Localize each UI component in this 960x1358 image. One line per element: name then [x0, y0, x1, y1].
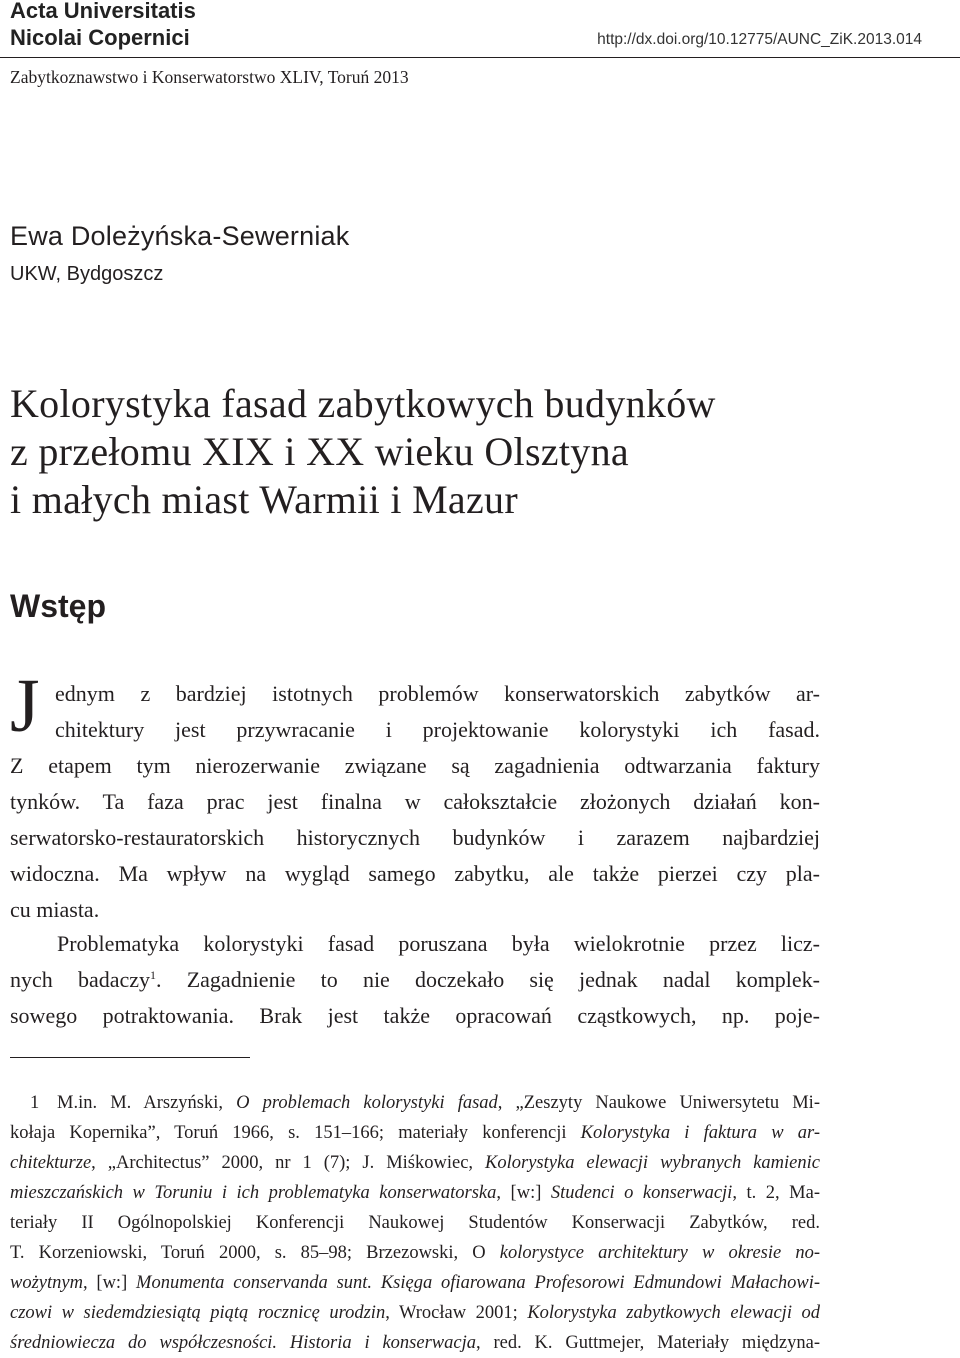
- footnote-text: , t. 2, Ma-: [732, 1183, 820, 1203]
- paragraph-line: sowego potraktowania. Brak jest także opracowań cząstkowych, np. poje-: [10, 1003, 820, 1028]
- paragraph-line: serwatorsko-restauratorskich historycznych budynków i zarazem najbardziej: [10, 825, 820, 850]
- drop-cap: J: [10, 664, 40, 748]
- footnote-ref[interactable]: 1: [150, 968, 157, 982]
- footnote-italic: Kolorystyka zabytkowych elewacji od: [527, 1303, 820, 1323]
- footnote-number: 1: [30, 1093, 40, 1113]
- footnote-text: M.in. M. Arszyński,: [57, 1093, 237, 1113]
- footnote-line: teriały II Ogólnopolskiej Konferencji Naukowej Studentów Konserwacji Zabytków, red.: [10, 1213, 820, 1233]
- title-line-3: i małych miast Warmii i Mazur: [10, 477, 518, 522]
- paragraph-line: tynków. Ta faza prac jest finalna w całokształcie złożonych działań kon-: [10, 789, 820, 814]
- paragraph-text: . Zagadnienie to nie doczekało się jednak nadal komplek-: [156, 967, 821, 992]
- footnote-text: T. Korzeniowski, Toruń 2000, s. 85–98; Brzezowski, O: [10, 1243, 500, 1263]
- paragraph-line: chitektury jest przywracanie i projektowanie kolorystyki ich fasad.: [55, 717, 820, 742]
- footnote-line: [10, 1178, 820, 1208]
- footnote-italic: Kolorystyka i faktura w ar-: [580, 1123, 820, 1143]
- paragraph-1: [10, 676, 820, 928]
- footnote-italic: Monumenta conservanda sunt. Księga ofiarowana Profesorowi Edmundowi Małachowi-: [136, 1273, 820, 1293]
- footnote-text: kołaja Kopernika”, Toruń 1966, s. 151–166; materiały konferencji: [10, 1123, 581, 1143]
- footnote-line: [10, 1118, 820, 1148]
- journal-name-line-1: Acta Universitatis: [10, 0, 196, 23]
- footnote-italic: O problemach kolorystyki fasad: [236, 1093, 498, 1113]
- footnote-line: [10, 1148, 820, 1178]
- footnote-italic: wożytnym: [10, 1273, 83, 1293]
- footnote-text: , red. K. Guttmejer, Materiały międzyna-: [475, 1333, 820, 1353]
- author-affiliation: UKW, Bydgoszcz: [10, 263, 164, 285]
- paragraph-line: ednym z bardziej istotnych problemów konserwatorskich zabytków ar-: [55, 681, 820, 706]
- footnote-text: , [w:]: [82, 1273, 137, 1293]
- paragraph-text: nych badaczy: [10, 967, 151, 992]
- footnote-rule: [10, 1057, 250, 1058]
- paragraph-line: Problematyka kolorystyki fasad poruszana była wielokrotnie przez licz-: [57, 931, 820, 956]
- journal-name-line-2: Nicolai Copernici: [10, 25, 190, 50]
- footnote-italic: chitekturze: [10, 1153, 92, 1173]
- journal-name: [10, 0, 196, 51]
- header-rule: [0, 57, 960, 58]
- paragraph-line: Z etapem tym nierozerwanie związane są zagadnienia odtwarzania faktury: [10, 753, 820, 778]
- series-info: Zabytkoznawstwo i Konserwatorstwo XLIV, Toruń 2013: [10, 67, 409, 87]
- footnote: [10, 1088, 820, 1358]
- paragraph-2: [10, 926, 820, 1034]
- footnote-text: , Wrocław 2001;: [385, 1303, 528, 1323]
- title-line-1: Kolorystyka fasad zabytkowych budynków: [10, 381, 716, 426]
- paragraph-line: widoczna. Ma wpływ na wygląd samego zabytku, ale także pierzei czy pla-: [10, 861, 820, 886]
- section-heading: Wstęp: [10, 588, 106, 624]
- paragraph-line: cu miasta.: [10, 897, 100, 922]
- footnote-italic: średniowiecza do współczesności. Historia i konserwacja: [10, 1333, 476, 1353]
- footnote-italic: kolorystyce architektury w okresie no-: [499, 1243, 820, 1263]
- footnote-text: , „Zeszyty Naukowe Uniwersytetu Mi-: [497, 1093, 820, 1113]
- footnote-italic: czowi w siedemdziesiątą piątą rocznicę urodzin: [10, 1303, 386, 1323]
- footnote-italic: Kolorystyka elewacji wybranych kamienic: [485, 1153, 820, 1173]
- footnote-line: [10, 1298, 820, 1328]
- author-name: Ewa Doleżyńska-Sewerniak: [10, 221, 350, 251]
- footnote-italic: mieszczańskich w Toruniu i ich problematyka konserwatorska: [10, 1183, 497, 1203]
- footnote-text: , „Architectus” 2000, nr 1 (7); J. Miśkowiec,: [91, 1153, 486, 1173]
- footnote-line: [10, 1268, 820, 1298]
- footnote-text: , [w:]: [496, 1183, 551, 1203]
- footnote-italic: Studenci o konserwacji: [550, 1183, 733, 1203]
- paragraph-line: [10, 962, 820, 998]
- article-title: [10, 380, 910, 524]
- doi-link[interactable]: http://dx.doi.org/10.12775/AUNC_ZiK.2013.014: [597, 31, 922, 48]
- footnote-line: [10, 1238, 820, 1268]
- footnote-line: [10, 1088, 820, 1118]
- title-line-2: z przełomu XIX i XX wieku Olsztyna: [10, 429, 629, 474]
